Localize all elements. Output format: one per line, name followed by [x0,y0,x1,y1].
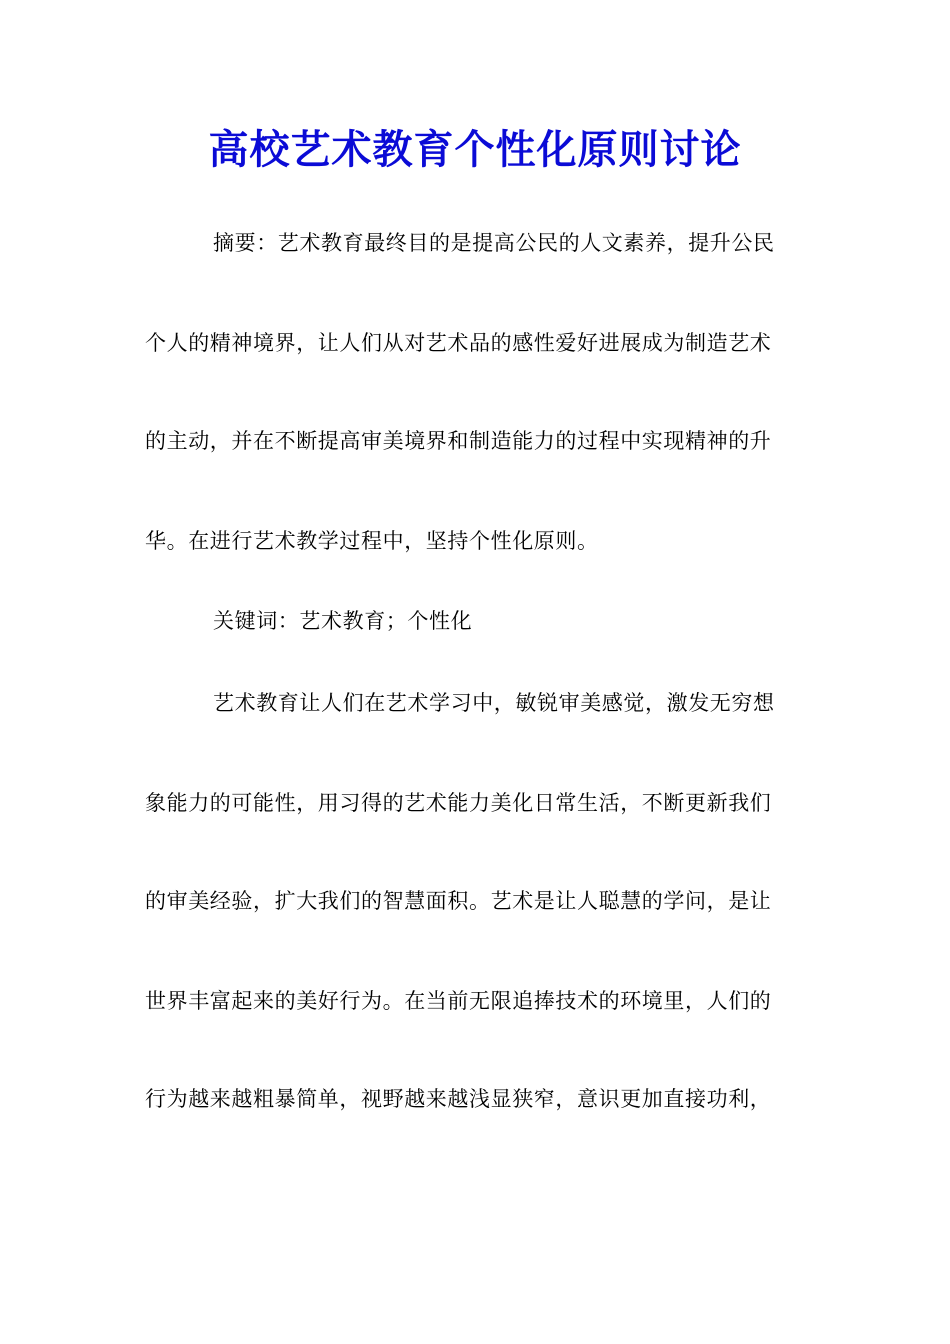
abstract-line-4: 华。在进行艺术教学过程中，坚持个性化原则。 [145,529,599,553]
keywords-line: 关键词：艺术教育；个性化 [213,609,473,633]
body-line-2: 象能力的可能性，用习得的艺术能力美化日常生活，不断更新我们 [145,791,772,815]
document-title: 高校艺术教育个性化原则讨论 [208,126,742,173]
abstract-line-1: 摘要：艺术教育最终目的是提高公民的人文素养，提升公民 [213,231,775,255]
abstract-line-2: 个人的精神境界，让人们从对艺术品的感性爱好进展成为制造艺术 [145,331,772,355]
body-line-1: 艺术教育让人们在艺术学习中，敏锐审美感觉，激发无穷想 [213,691,775,715]
body-line-5: 行为越来越粗暴简单，视野越来越浅显狭窄，意识更加直接功利， [145,1087,772,1111]
body-line-4: 世界丰富起来的美好行为。在当前无限追捧技术的环境里，人们的 [145,989,772,1013]
abstract-line-3: 的主动，并在不断提高审美境界和制造能力的过程中实现精神的升 [145,429,772,453]
body-line-3: 的审美经验，扩大我们的智慧面积。艺术是让人聪慧的学问，是让 [145,889,772,913]
